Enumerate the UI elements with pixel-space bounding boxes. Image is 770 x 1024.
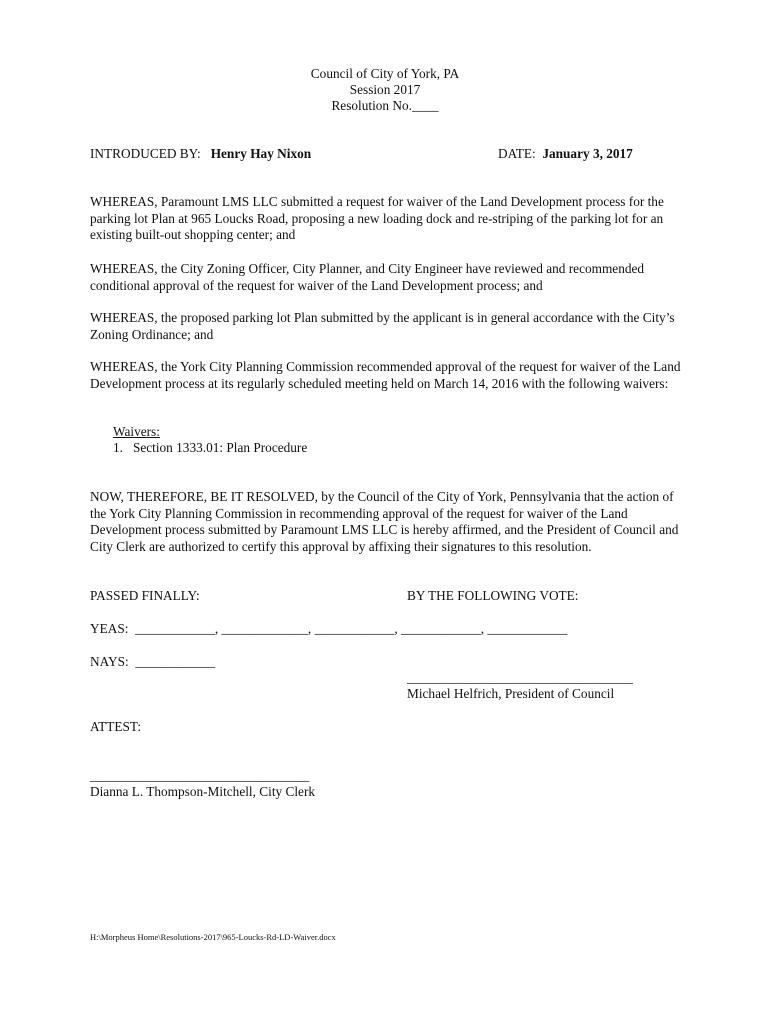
session-title: Session 2017	[349, 82, 421, 97]
council-title: Council of City of York, PA	[310, 66, 460, 81]
introduced-label: INTRODUCED BY:	[90, 146, 201, 161]
clerk-signature-line: _________________________________	[90, 768, 310, 783]
waiver-item: 1. Section 1333.01: Plan Procedure	[113, 440, 308, 455]
introduced-name: Henry Hay Nixon	[210, 146, 312, 161]
date-value: January 3, 2017	[542, 146, 633, 161]
president-name: Michael Helfrich, President of Council	[407, 686, 615, 701]
introduced-by	[90, 146, 311, 163]
date	[498, 146, 633, 163]
nays-line: NAYS: ____________	[90, 654, 216, 669]
whereas-paragraph-2: WHEREAS, the City Zoning Officer, City Planner, and City Engineer have reviewed and recommended conditional approval of the request for waiver of the Land Development process; and	[90, 261, 645, 293]
waivers-heading: Waivers:	[113, 424, 160, 439]
whereas-paragraph-4: WHEREAS, the York City Planning Commission recommended approval of the request for waiver of the Land Development process at its regularly scheduled meeting held on March 14, 2016 with the following waivers:	[90, 359, 681, 391]
date-label: DATE:	[498, 146, 536, 161]
clerk-name: Dianna L. Thompson-Mitchell, City Clerk	[90, 784, 316, 799]
whereas-paragraph-3: WHEREAS, the proposed parking lot Plan submitted by the applicant is in general accordance with the City’s Zoning Ordinance; and	[90, 310, 675, 342]
by-following-vote-label: BY THE FOLLOWING VOTE:	[407, 588, 579, 603]
resolved-paragraph: NOW, THEREFORE, BE IT RESOLVED, by the Council of the City of York, Pennsylvania that the action of the York City Planning Commission in recommending approval of the request for waiver of the Land Development process submitted by Paramount LMS LLC is hereby affirmed, and the President of Council and City Clerk are authorized to certify this approval by affixing their signatures to this resolution.	[90, 489, 679, 554]
resolution-number: Resolution No.____	[331, 98, 439, 113]
attest-label: ATTEST:	[90, 719, 142, 734]
file-path-footer: H:\Morpheus Home\Resolutions-2017\965-Loucks-Rd-LD-Waiver.docx	[90, 932, 336, 942]
yeas-line: YEAS: ____________, _____________, ____________, ____________, ____________	[90, 621, 568, 636]
president-signature-line: __________________________________	[407, 670, 634, 685]
whereas-paragraph-1: WHEREAS, Paramount LMS LLC submitted a request for waiver of the Land Development process for the parking lot Plan at 965 Loucks Road, proposing a new loading dock and re-striping of the parking lot for an existing built-out shopping center; and	[90, 194, 664, 242]
passed-finally-label: PASSED FINALLY:	[90, 588, 200, 603]
